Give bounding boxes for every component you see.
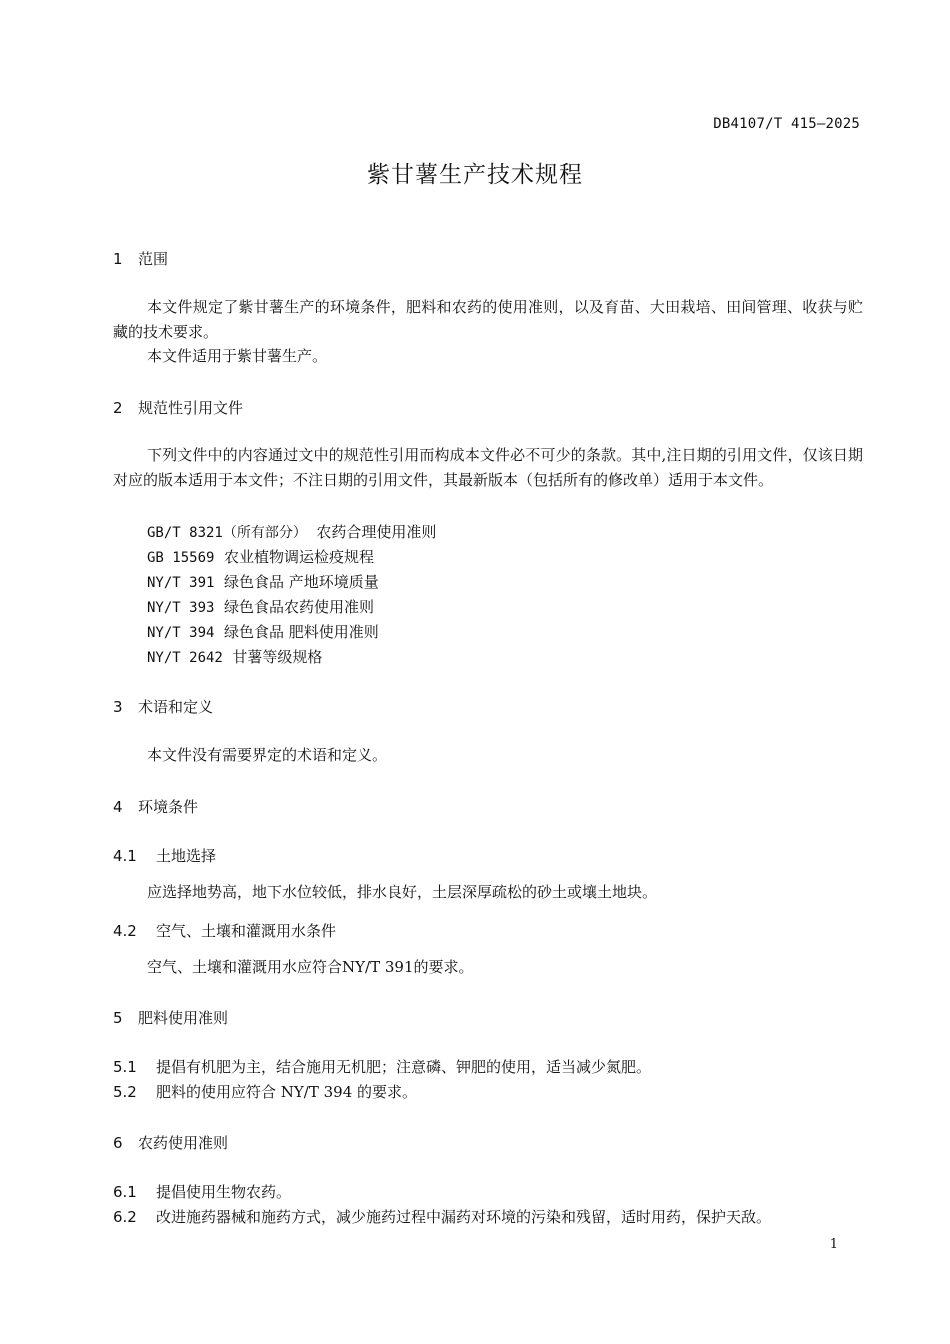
reference-title: 绿色食品 产地环境质量 bbox=[214, 573, 379, 591]
subsection-4-2-text: 空气、土壤和灌溉用水应符合NY/T 391的要求。 bbox=[147, 958, 474, 976]
section-1-paragraph-1: 本文件规定了紫甘薯生产的环境条件，肥料和农药的使用准则，以及育苗、大田栽培、田间管理、收获与贮藏的技术要求。 bbox=[113, 298, 863, 341]
reference-code: NY/T 391 bbox=[147, 575, 215, 591]
section-5-heading bbox=[113, 1007, 228, 1028]
clause-5-1 bbox=[113, 1056, 651, 1077]
reference-item bbox=[147, 546, 374, 567]
reference-item bbox=[147, 646, 322, 667]
section-title: 规范性引用文件 bbox=[138, 399, 244, 417]
clause-text: 肥料的使用应符合 NY/T 394 的要求。 bbox=[156, 1083, 418, 1101]
section-3-paragraph: 本文件没有需要界定的术语和定义。 bbox=[147, 746, 388, 764]
clause-text: 改进施药器械和施药方式，减少施药过程中漏药对环境的污染和残留，适时用药，保护天敌。 bbox=[156, 1208, 772, 1226]
section-number: 1 bbox=[113, 250, 123, 268]
section-1-heading bbox=[113, 248, 168, 269]
section-1-paragraph-2: 本文件适用于紫甘薯生产。 bbox=[147, 347, 328, 365]
page-number: 1 bbox=[829, 1237, 838, 1252]
section-number: 5 bbox=[113, 1009, 123, 1027]
reference-code: NY/T 2642 bbox=[147, 650, 223, 666]
subsection-number: 4.2 bbox=[113, 922, 137, 940]
subsection-4-1-text: 应选择地势高，地下水位较低，排水良好，土层深厚疏松的砂土或壤土地块。 bbox=[147, 883, 658, 901]
clause-text: 提倡有机肥为主，结合施用无机肥；注意磷、钾肥的使用，适当减少氮肥。 bbox=[156, 1058, 652, 1076]
section-number: 2 bbox=[113, 399, 123, 417]
section-2-heading bbox=[113, 397, 243, 418]
clause-number: 6.1 bbox=[113, 1183, 137, 1201]
reference-title: 农业植物调运检疫规程 bbox=[214, 548, 374, 566]
reference-item bbox=[147, 596, 374, 617]
section-title: 肥料使用准则 bbox=[138, 1009, 229, 1027]
clause-6-2 bbox=[113, 1206, 771, 1227]
subsection-4-2-heading bbox=[113, 920, 336, 941]
subsection-title: 空气、土壤和灌溉用水条件 bbox=[156, 922, 337, 940]
subsection-4-1-heading bbox=[113, 845, 216, 866]
section-4-heading bbox=[113, 796, 198, 817]
document-title: 紫甘薯生产技术规程 bbox=[367, 162, 583, 188]
reference-item bbox=[147, 621, 379, 642]
reference-code: NY/T 393 bbox=[147, 600, 215, 616]
clause-number: 5.2 bbox=[113, 1083, 137, 1101]
document-code: DB4107/T 415—2025 bbox=[713, 116, 860, 132]
clause-number: 6.2 bbox=[113, 1208, 137, 1226]
subsection-number: 4.1 bbox=[113, 847, 137, 865]
reference-code: NY/T 394 bbox=[147, 625, 215, 641]
section-title: 环境条件 bbox=[138, 798, 199, 816]
section-title: 农药使用准则 bbox=[138, 1134, 229, 1152]
reference-code: GB/T 8321（所有部分） bbox=[147, 525, 307, 541]
subsection-title: 土地选择 bbox=[156, 847, 217, 865]
section-title: 范围 bbox=[138, 250, 169, 268]
clause-5-2 bbox=[113, 1081, 417, 1102]
reference-title: 绿色食品农药使用准则 bbox=[214, 598, 374, 616]
section-6-heading bbox=[113, 1132, 228, 1153]
section-2-paragraph: 下列文件中的内容通过文中的规范性引用而构成本文件必不可少的条款。其中,注日期的引用文件，仅该日期对应的版本适用于本文件；不注日期的引用文件，其最新版本（包括所有的修改单）适用于本文件。 bbox=[113, 446, 863, 489]
section-number: 3 bbox=[113, 698, 123, 716]
clause-6-1 bbox=[113, 1181, 291, 1202]
reference-item bbox=[147, 521, 436, 542]
clause-text: 提倡使用生物农药。 bbox=[156, 1183, 292, 1201]
section-title: 术语和定义 bbox=[138, 698, 214, 716]
reference-title: 农药合理使用准则 bbox=[306, 523, 437, 541]
section-number: 4 bbox=[113, 798, 123, 816]
section-3-heading bbox=[113, 696, 213, 717]
reference-code: GB 15569 bbox=[147, 550, 215, 566]
reference-title: 甘薯等级规格 bbox=[222, 648, 323, 666]
reference-title: 绿色食品 肥料使用准则 bbox=[214, 623, 379, 641]
reference-item bbox=[147, 571, 379, 592]
clause-number: 5.1 bbox=[113, 1058, 137, 1076]
section-number: 6 bbox=[113, 1134, 123, 1152]
